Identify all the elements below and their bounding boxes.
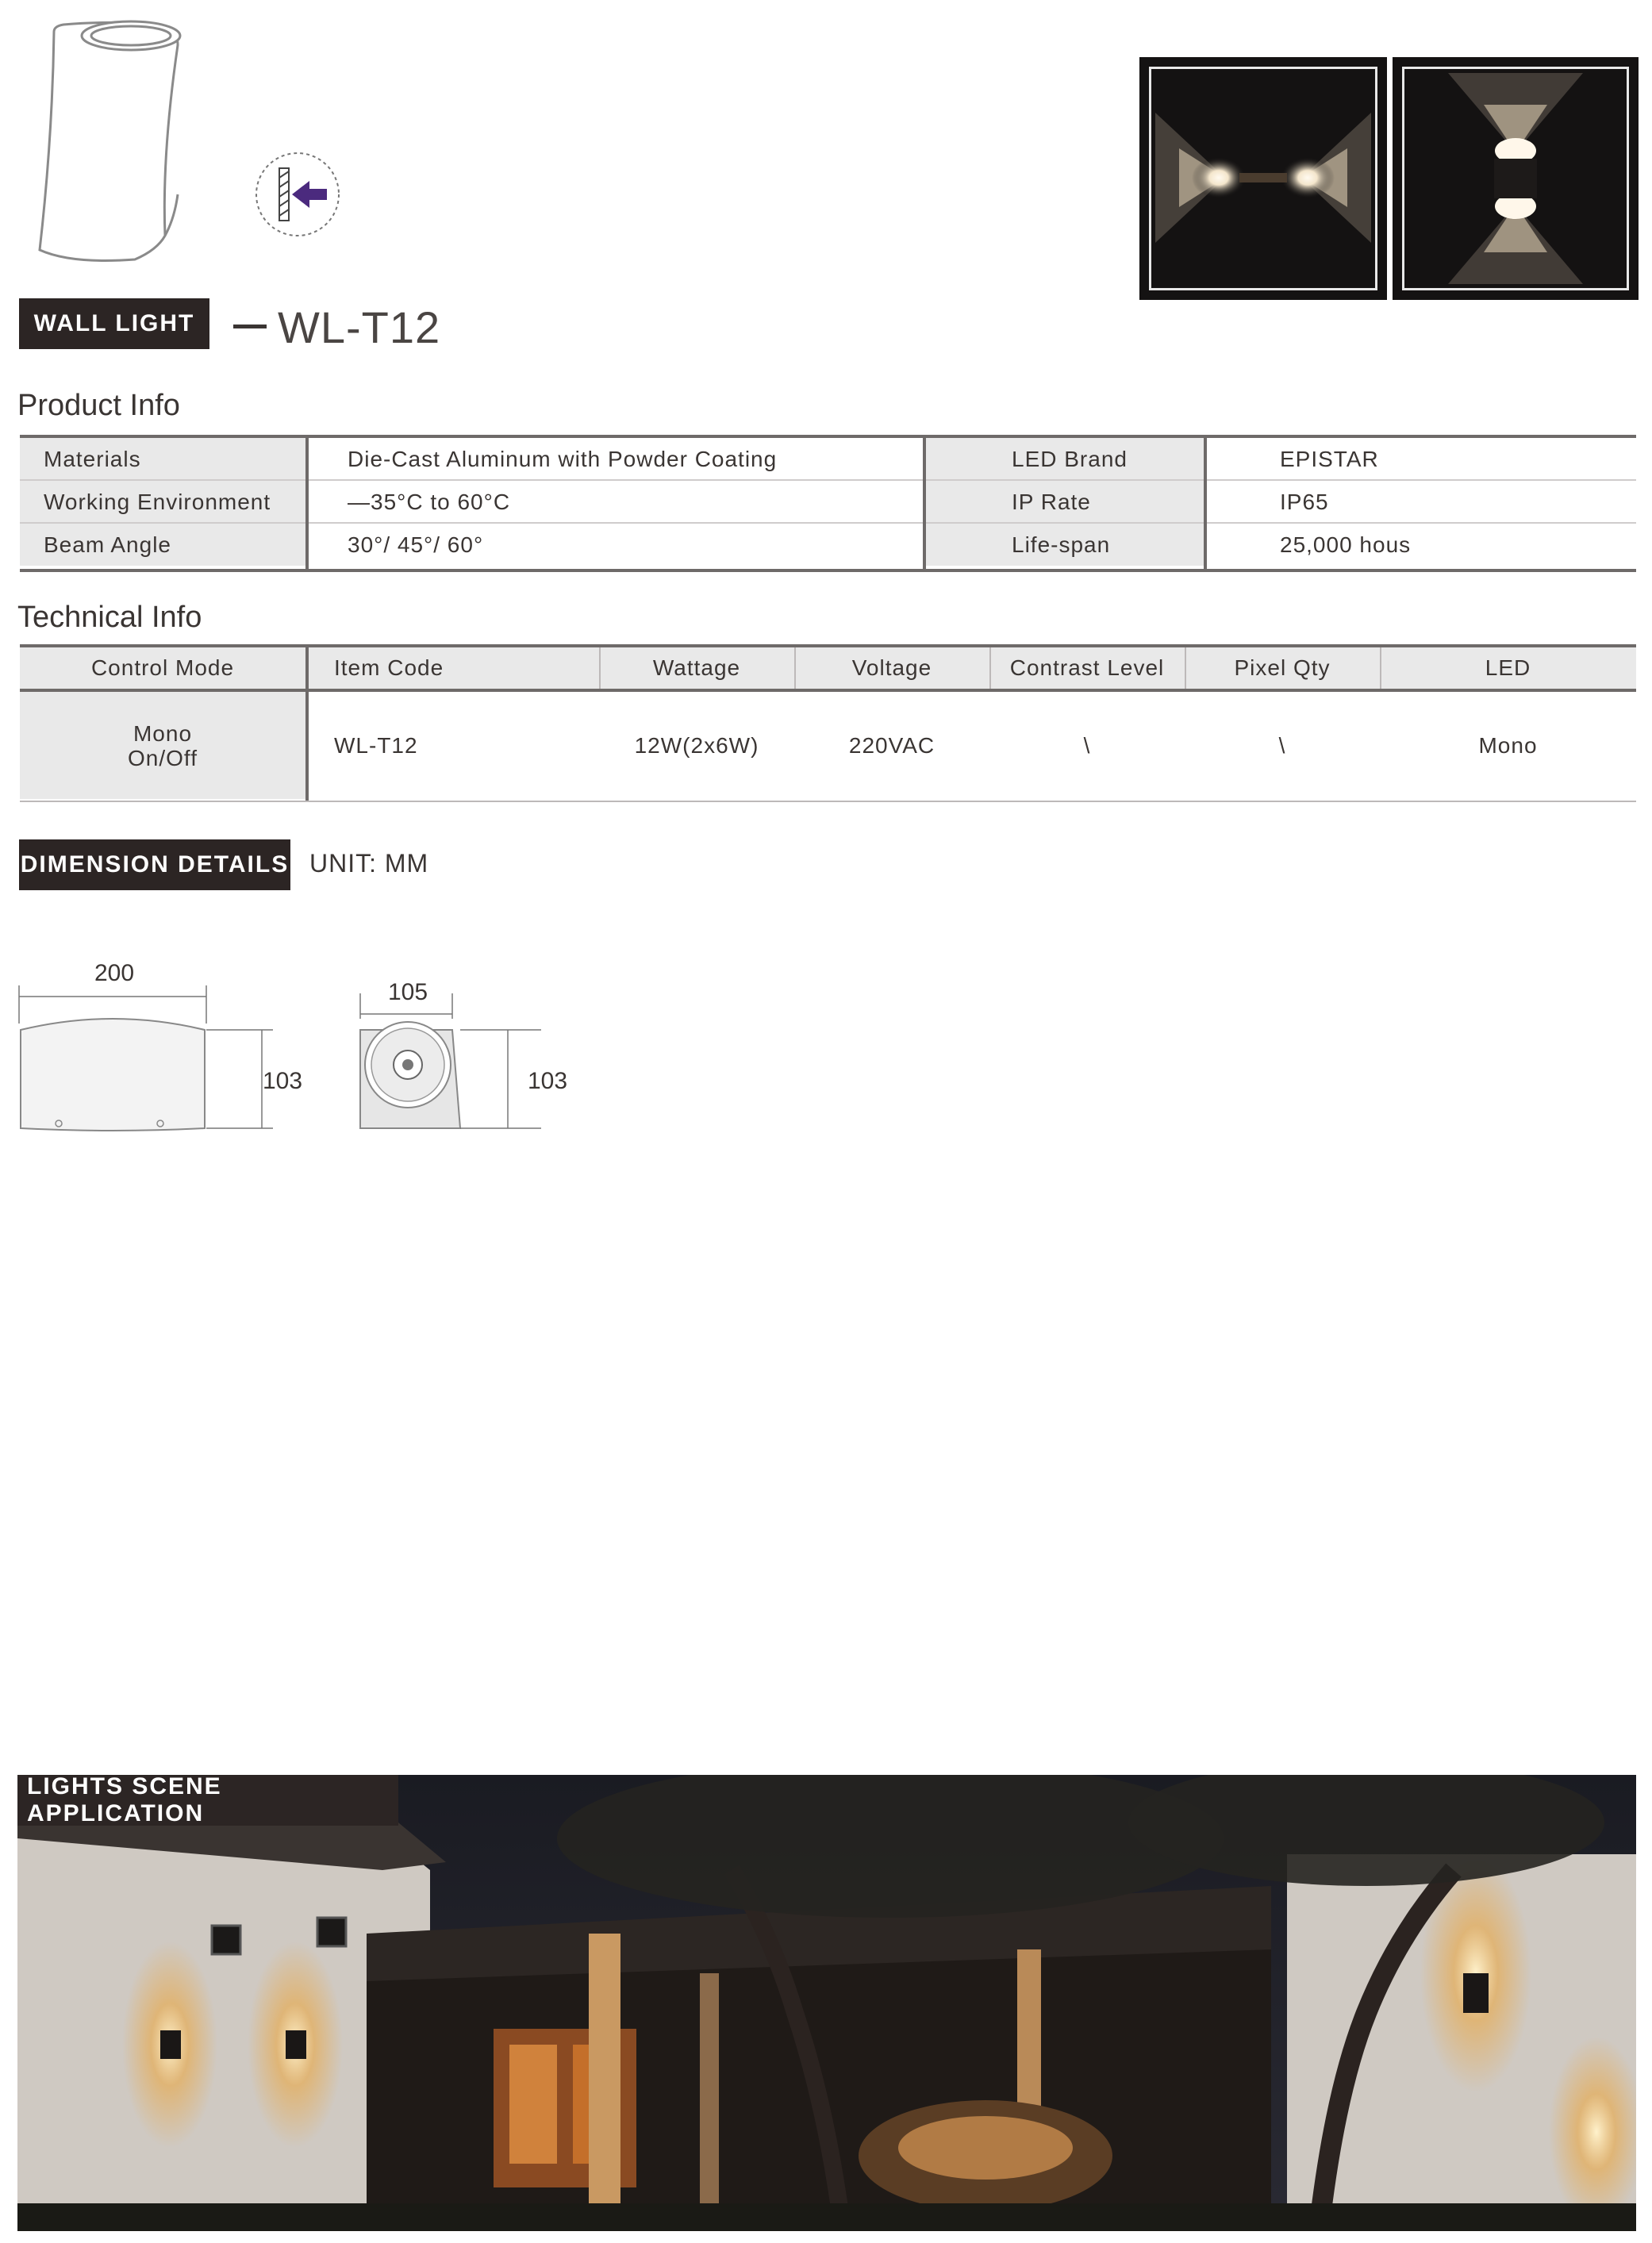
beam-angle-label: Beam Angle <box>20 524 305 566</box>
control-mode-header: Control Mode <box>90 655 235 680</box>
product-info-title: Product Info <box>17 389 180 422</box>
dimension-unit: UNIT: MM <box>309 849 429 878</box>
pixel-qty-header: Pixel Qty <box>1234 655 1331 680</box>
side-beam-photo <box>1139 57 1387 300</box>
table-row <box>20 481 1636 524</box>
life-span-label: Life-span <box>926 524 1204 566</box>
contrast-level-cell: \ <box>1083 732 1091 758</box>
voltage-cell: 220VAC <box>848 732 935 758</box>
column-divider <box>1204 438 1207 569</box>
column-divider <box>305 438 309 569</box>
life-span-value: 25,000 hous <box>1280 532 1412 557</box>
led-header: LED <box>1485 655 1531 680</box>
lights-scene-tag: LIGHTS SCENE APPLICATION <box>17 1775 398 1826</box>
materials-value: Die-Cast Aluminum with Powder Coating <box>348 446 778 471</box>
table-header-row <box>20 647 1636 692</box>
model-name: WL-T12 <box>278 302 441 352</box>
control-mode-line-2: On/Off <box>128 745 198 770</box>
working-environment-value: —35°C to 60°C <box>348 489 511 514</box>
dimension-drawing <box>11 952 582 1150</box>
technical-info-title: Technical Info <box>17 601 202 634</box>
control-mode-cell <box>20 692 305 799</box>
wall-mount-arrow-icon <box>254 151 341 238</box>
front-width-label: 200 <box>94 960 135 986</box>
led-brand-value: EPISTAR <box>1280 446 1379 471</box>
lights-scene-photo <box>17 1775 1636 2231</box>
ip-rate-label: IP Rate <box>926 481 1204 523</box>
wattage-cell: 12W(2x6W) <box>634 732 759 758</box>
voltage-header: Voltage <box>851 655 932 680</box>
up-down-beam-photo <box>1393 57 1639 300</box>
column-divider <box>305 647 309 801</box>
beam-angle-value: 30°/ 45°/ 60° <box>348 532 484 557</box>
column-divider <box>923 438 926 569</box>
side-height-label: 103 <box>527 1068 568 1094</box>
side-width-label: 105 <box>387 979 428 1005</box>
product-info-table <box>20 435 1636 572</box>
materials-label: Materials <box>20 438 305 480</box>
table-row <box>20 524 1636 567</box>
title-dash <box>233 325 267 328</box>
led-cell: Mono <box>1478 732 1538 758</box>
wattage-header: Wattage <box>652 655 741 680</box>
pixel-qty-cell: \ <box>1278 732 1286 758</box>
contrast-level-header: Contrast Level <box>1009 655 1165 680</box>
technical-info-table <box>20 644 1636 802</box>
led-brand-label: LED Brand <box>926 438 1204 480</box>
category-tag: WALL LIGHT <box>19 298 209 349</box>
item-code-header: Item Code <box>334 655 444 680</box>
dimension-details-tag: DIMENSION DETAILS <box>19 839 290 890</box>
working-environment-label: Working Environment <box>20 481 305 523</box>
item-code-cell: WL-T12 <box>334 732 418 758</box>
control-mode-line-1: Mono <box>133 720 193 746</box>
front-height-label: 103 <box>262 1068 303 1094</box>
table-row <box>20 438 1636 481</box>
ip-rate-value: IP65 <box>1280 489 1329 514</box>
wall-light-sketch-icon <box>16 12 214 266</box>
